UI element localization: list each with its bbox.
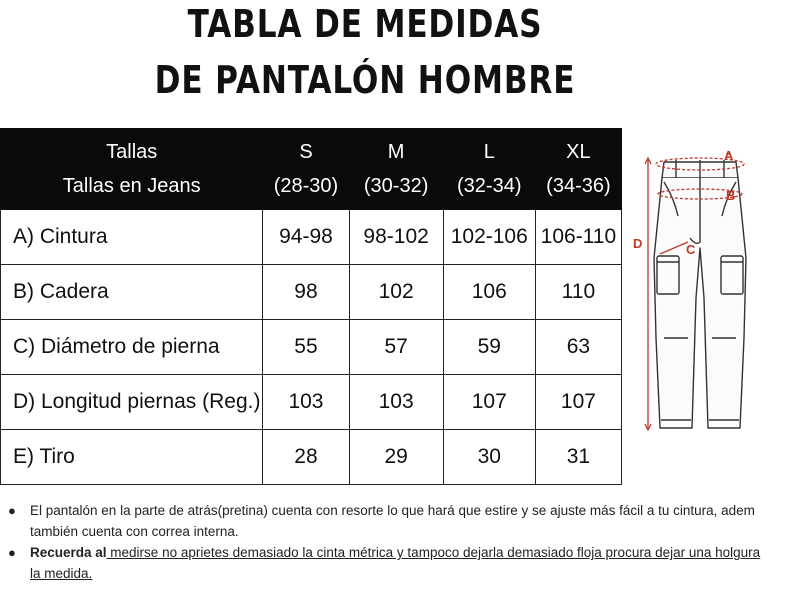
- table-row: [1, 210, 622, 265]
- table-cell: 55: [263, 320, 349, 375]
- row-label: A) Cintura: [1, 210, 263, 265]
- table-cell: 31: [535, 430, 621, 485]
- table-cell: 30: [443, 430, 535, 485]
- header-cell-s: S (28-30): [263, 129, 349, 210]
- note-text-line: El pantalón en la parte de atrás(pretina) cuenta con resorte lo que hará que estire y se ajuste más fácil a tu cintura, adem: [30, 503, 755, 518]
- title-line-2: DE PANTALÓN HOMBRE: [154, 58, 576, 102]
- table-cell: 63: [535, 320, 621, 375]
- cargo-pants-diagram: [630, 138, 800, 434]
- bullet-icon: ●: [8, 545, 16, 560]
- table-row: [1, 375, 622, 430]
- marker-d: D: [633, 236, 643, 251]
- table-row: [1, 265, 622, 320]
- bullet-icon: ●: [8, 503, 16, 518]
- marker-a: A: [724, 148, 734, 163]
- note-text-line: [30, 542, 800, 563]
- table-cell: 106: [443, 265, 535, 320]
- table-cell: 28: [263, 430, 349, 485]
- table-cell: 103: [263, 375, 349, 430]
- note-rest-text: medirse no aprietes demasiado la cinta métrica y tampoco dejarla demasiado floja procura dejar una holgura: [106, 545, 761, 560]
- size-chart-table: [0, 128, 622, 485]
- note-elastic-waistband: [8, 500, 800, 542]
- table-cell: 57: [349, 320, 443, 375]
- table-cell: 102: [349, 265, 443, 320]
- table-cell: 98: [263, 265, 349, 320]
- table-cell: 102-106: [443, 210, 535, 265]
- note-lead-text: Recuerda al: [30, 545, 107, 560]
- table-cell: 107: [443, 375, 535, 430]
- header-cell-xl: XL (34-36): [535, 129, 621, 210]
- table-cell: 107: [535, 375, 621, 430]
- table-cell: 29: [349, 430, 443, 485]
- header-cell-l: L (32-34): [443, 129, 535, 210]
- table-cell: 98-102: [349, 210, 443, 265]
- header-cell-tallas: Tallas Tallas en Jeans: [1, 129, 263, 210]
- note-text-line: la medida.: [30, 566, 93, 581]
- title-line-1: TABLA DE MEDIDAS: [187, 2, 543, 46]
- table-cell: 59: [443, 320, 535, 375]
- note-measuring-tip: [8, 542, 800, 584]
- header-cell-m: M (30-32): [349, 129, 443, 210]
- table-cell: 106-110: [535, 210, 621, 265]
- row-label: C) Diámetro de pierna: [1, 320, 263, 375]
- notes-section: [8, 500, 800, 584]
- table-header-row: [1, 129, 622, 210]
- marker-c: C: [686, 242, 696, 257]
- table-cell: 110: [535, 265, 621, 320]
- table-row: [1, 320, 622, 375]
- row-label: D) Longitud piernas (Reg.): [1, 375, 263, 430]
- table-cell: 103: [349, 375, 443, 430]
- note-text-line: también cuenta con correa interna.: [30, 524, 239, 539]
- row-label: E) Tiro: [1, 430, 263, 485]
- marker-b: B: [726, 188, 736, 203]
- table-row: [1, 430, 622, 485]
- row-label: B) Cadera: [1, 265, 263, 320]
- table-cell: 94-98: [263, 210, 349, 265]
